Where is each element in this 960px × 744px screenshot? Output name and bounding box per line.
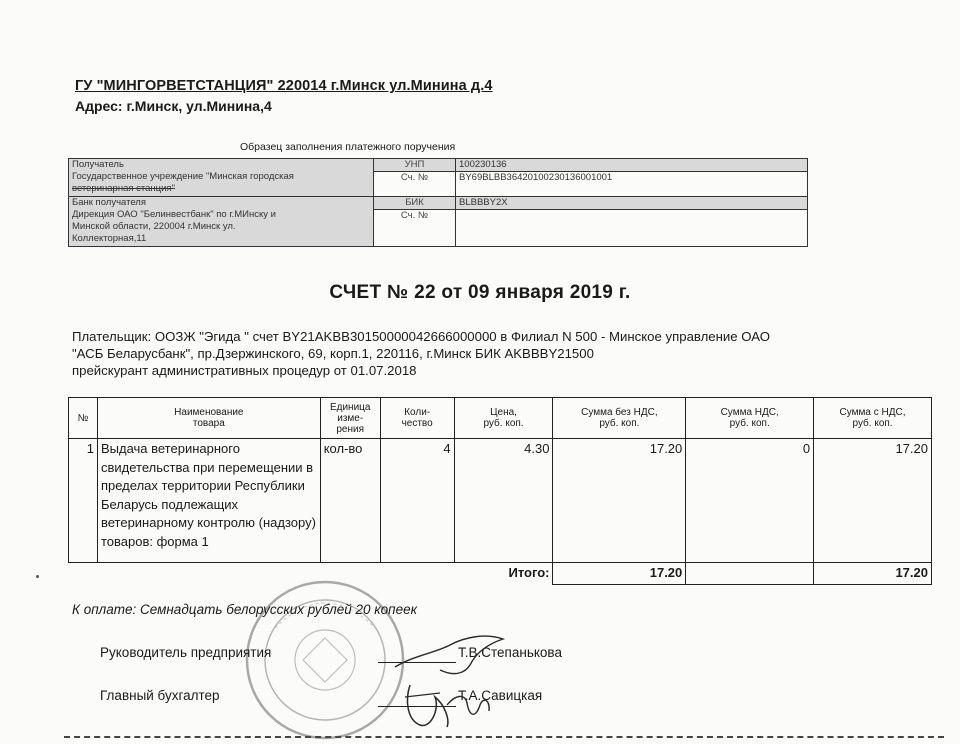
account-value: BY69BLBB36420100230136001001	[459, 172, 613, 183]
payer-line: Плательщик: ООЗЖ "Эгида " счет BY21AKBB30150000042666000000 в Филиал N 500 - Минское управление ОАО	[72, 329, 771, 344]
total-net: 17.20	[553, 563, 686, 585]
row-qty: 4	[380, 439, 454, 563]
unp-label: УНП	[374, 159, 455, 172]
account2-label: Сч. №	[400, 210, 429, 221]
row-name: Выдача ветеринарного свидетельства при перемещении в пределах территории Республики Беларусь подлежащих ветеринарному контролю (надзору) товаров: форма 1	[97, 439, 320, 563]
row-num: 1	[69, 439, 98, 563]
bank-name-line: Коллекторная,11	[72, 233, 147, 244]
bik-value: BLBBBY2X	[456, 197, 807, 210]
accountant-name: Т.А.Савицкая	[458, 688, 543, 703]
row-price: 4.30	[454, 439, 553, 563]
cut-line	[64, 736, 944, 738]
table-row	[69, 439, 932, 563]
unp-value: 100230136	[456, 159, 807, 172]
organization-address: Адрес: г.Минск, ул.Минина,4	[75, 98, 272, 114]
payer-block	[72, 328, 770, 379]
row-gross: 17.20	[814, 439, 932, 563]
col-header-vat: Сумма НДС, руб. коп.	[686, 398, 814, 439]
bik-label: БИК	[374, 197, 455, 210]
col-header-price: Цена, руб. коп.	[454, 398, 553, 439]
total-row	[69, 563, 932, 585]
col-header-gross: Сумма с НДС, руб. коп.	[814, 398, 932, 439]
table-header-row	[69, 398, 932, 439]
col-header-num: №	[69, 398, 98, 439]
total-label: Итого:	[69, 563, 553, 585]
col-header-name: Наименование товара	[97, 398, 320, 439]
row-unit: кол-во	[320, 439, 380, 563]
items-table	[68, 397, 932, 585]
payer-line: прейскурант административных процедур от 01.07.2018	[72, 363, 417, 378]
recipient-label: Получатель	[72, 159, 124, 170]
bank-label: Банк получателя	[72, 197, 146, 208]
total-vat	[686, 563, 814, 585]
handwritten-signatures	[385, 625, 535, 735]
total-gross: 17.20	[814, 563, 932, 585]
bank-name-line: Минской области, 220004 г.Минск ул.	[72, 221, 236, 232]
account-label: Сч. №	[400, 172, 429, 183]
director-label: Руководитель предприятия	[100, 645, 272, 660]
col-header-net: Сумма без НДС, руб. коп.	[553, 398, 686, 439]
bank-cell	[69, 197, 374, 247]
amount-in-words: К оплате: Семнадцать белорусских рублей 20 копеек	[72, 602, 417, 617]
invoice-title: СЧЕТ № 22 от 09 января 2019 г.	[329, 282, 631, 303]
payer-line: "АСБ Беларусбанк", пр.Дзержинского, 69, корп.1, 220116, г.Минск БИК AKBBBY21500	[72, 346, 594, 361]
recipient-cell	[69, 159, 374, 197]
row-vat: 0	[686, 439, 814, 563]
director-name: Т.В.Степанькова	[458, 645, 562, 660]
col-header-qty: Коли- чество	[380, 398, 454, 439]
organization-header: ГУ "МИНГОРВЕТСТАНЦИЯ" 220014 г.Минск ул.Минина д.4	[75, 78, 493, 94]
payment-requisites-table	[68, 158, 808, 247]
col-header-unit: Единица изме- рения	[320, 398, 380, 439]
row-net: 17.20	[553, 439, 686, 563]
recipient-name-line: Государственное учреждение "Минская городская	[72, 171, 294, 182]
bank-name-line: Дирекция ОАО "Белинвестбанк" по г.МИнску и	[72, 209, 276, 220]
scan-speck	[36, 575, 39, 578]
recipient-name-line: ветеринарная станция"	[72, 183, 175, 194]
payment-sample-caption: Образец заполнения платежного поручения	[240, 141, 456, 153]
accountant-label: Главный бухгалтер	[100, 688, 220, 703]
